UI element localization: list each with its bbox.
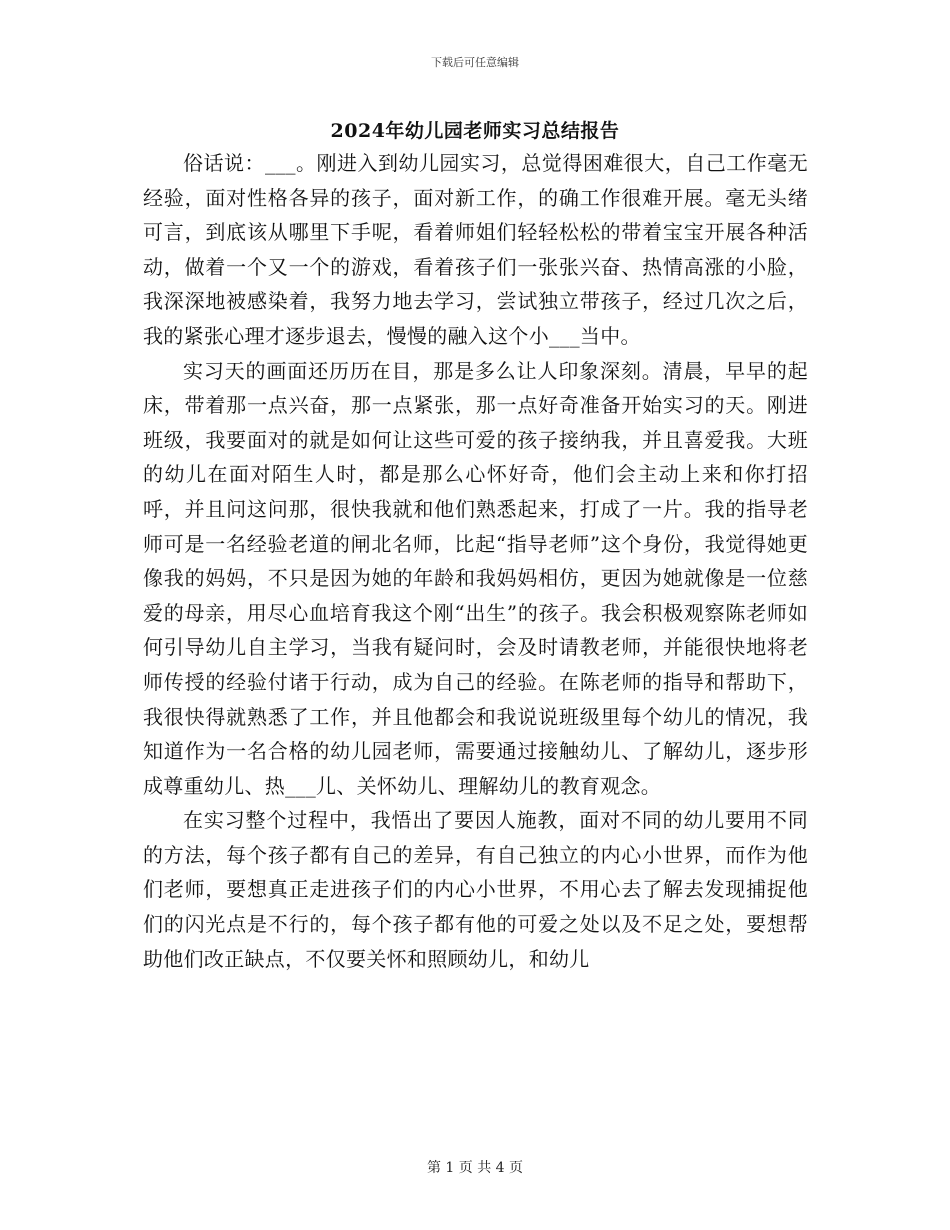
document-body (143, 146, 808, 976)
document-title: 2024年幼儿园老师实习总结报告 (330, 120, 620, 142)
paragraph-3: 在实习整个过程中，我悟出了要因人施教，面对不同的幼儿要用不同的方法，每个孩子都有自己的差异，有自己独立的内心小世界，而作为他们老师，要想真正走进孩子们的内心小世界，不用心去了解去发现捕捉他们的闪光点是不行的，每个孩子都有他的可爱之处以及不足之处，要想帮助他们改正缺点，不仅要关怀和照顾幼儿，和幼儿 (143, 808, 808, 971)
paragraph-2: 实习天的画面还历历在目，那是多么让人印象深刻。清晨，早早的起床，带着那一点兴奋，那一点紧张，那一点好奇准备开始实习的天。刚进班级，我要面对的就是如何让这些可爱的孩子接纳我，并且喜爱我。大班的幼儿在面对陌生人时，都是那么心怀好奇，他们会主动上来和你打招呼，并且问这问那，很快我就和他们熟悉起来，打成了一片。我的指导老师可是一名经验老道的闸北名师，比起“指导老师”这个身份，我觉得她更像我的妈妈，不只是因为她的年龄和我妈妈相仿，更因为她就像是一位慈爱的母亲，用尽心血培育我这个刚“出生”的孩子。我会积极观察陈老师如何引导幼儿自主学习，当我有疑问时，会及时请教老师，并能很快地将老师传授的经验付诸于行动，成为自己的经验。在陈老师的指导和帮助下，我很快得就熟悉了工作，并且他都会和我说说班级里每个幼儿的情况，我知道作为一名合格的幼儿园老师，需要通过接触幼儿、了解幼儿，逐步形成尊重幼儿、热___儿、关怀幼儿、理解幼儿的教育观念。 (143, 358, 808, 798)
header-note: 下载后可任意编辑 (431, 56, 519, 69)
paragraph-1: 俗话说：___。刚进入到幼儿园实习，总觉得困难很大，自己工作毫无经验，面对性格各异的孩子，面对新工作，的确工作很难开展。毫无头绪可言，到底该从哪里下手呢，看着师姐们轻轻松松的带着宝宝开展各种活动，做着一个又一个的游戏，看着孩子们一张张兴奋、热情高涨的小脸，我深深地被感染着，我努力地去学习，尝试独立带孩子，经过几次之后，我的紧张心理才逐步退去，慢慢的融入这个小___当中。 (143, 151, 808, 348)
page-number-footer: 第 1 页 共 4 页 (426, 1160, 524, 1176)
